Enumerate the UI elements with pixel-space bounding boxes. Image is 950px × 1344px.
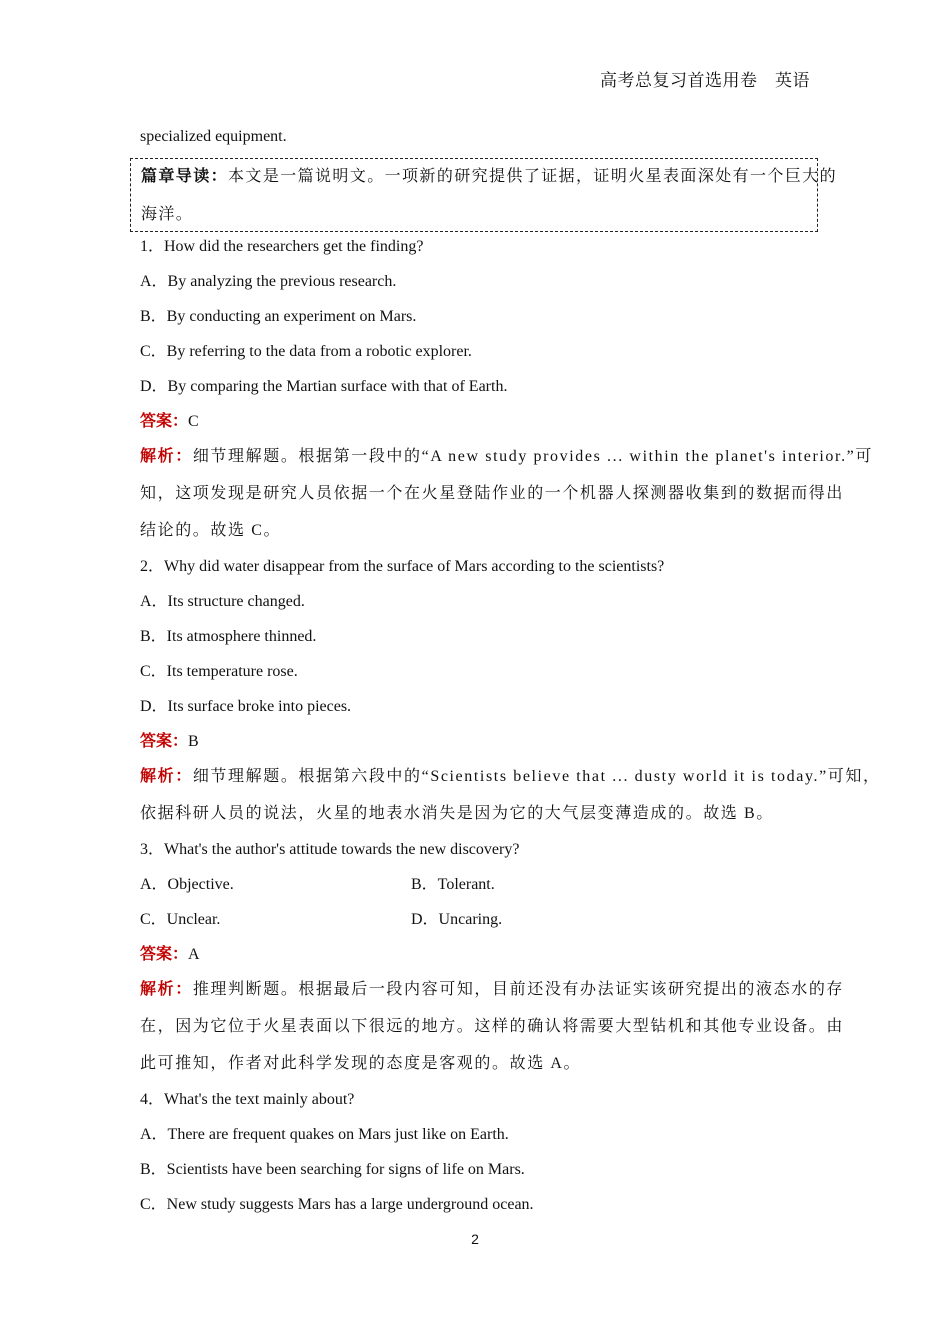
- q1-question: 1．How did the researchers get the finding?: [140, 238, 424, 255]
- answer-label: 答案：: [140, 413, 189, 430]
- q3-question: 3．What's the author's attitude towards the new discovery?: [140, 841, 520, 858]
- q2-answer: [140, 732, 199, 752]
- q3-analysis-line-1: [140, 980, 844, 1000]
- q4-option-c: C．New study suggests Mars has a large underground ocean.: [140, 1196, 534, 1213]
- q3-analysis-line-2: 在，因为它位于火星表面以下很远的地方。这样的确认将需要大型钻机和其他专业设备。由: [140, 1018, 845, 1035]
- q4-option-b: B．Scientists have been searching for signs of life on Mars.: [140, 1161, 525, 1178]
- q1-analysis-line-1: [140, 447, 873, 467]
- q2-option-b: B．Its atmosphere thinned.: [140, 628, 317, 645]
- q3-option-a: A．Objective.: [140, 876, 234, 893]
- q2-analysis-line-2: 依据科研人员的说法，火星的地表水消失是因为它的大气层变薄造成的。故选 B。: [140, 805, 774, 822]
- analysis-label: 解析：: [140, 768, 193, 785]
- q1-option-d: D．By comparing the Martian surface with that of Earth.: [140, 378, 508, 395]
- analysis-text: 推理判断题。根据最后一段内容可知，目前还没有办法证实该研究提出的液态水的存: [192, 981, 845, 998]
- q3-option-d: D．Uncaring.: [411, 911, 503, 928]
- q2-analysis-line-1: [140, 767, 881, 787]
- page-header: 高考总复习首选用卷 英语: [600, 71, 810, 90]
- q3-option-c: C．Unclear.: [140, 911, 221, 928]
- q4-option-a: A．There are frequent quakes on Mars just like on Earth.: [140, 1126, 509, 1143]
- q4-question: 4．What's the text mainly about?: [140, 1091, 355, 1108]
- analysis-text: 细节理解题。根据第六段中的“Scientists believe that ... dusty world it is today.”可知，: [192, 768, 881, 785]
- intro-line: specialized equipment.: [140, 128, 287, 145]
- q1-analysis-line-2: 知，这项发现是研究人员依据一个在火星登陆作业的一个机器人探测器收集到的数据而得出: [140, 485, 845, 502]
- analysis-label: 解析：: [140, 448, 193, 465]
- analysis-label: 解析：: [140, 981, 193, 998]
- answer-value: C: [188, 413, 199, 430]
- answer-label: 答案：: [140, 733, 189, 750]
- q1-option-b: B．By conducting an experiment on Mars.: [140, 308, 417, 325]
- guide-label: 篇章导读：: [141, 168, 229, 185]
- q1-answer: [140, 412, 199, 432]
- answer-value: A: [188, 946, 200, 963]
- guide-text-1: 本文是一篇说明文。一项新的研究提供了证据，证明火星表面深处有一个巨大的: [228, 168, 838, 185]
- guide-line-2: 海洋。: [141, 206, 194, 223]
- page-number: 2: [471, 1231, 479, 1247]
- chapter-guide-box: [130, 158, 838, 232]
- q3-analysis-line-3: 此可推知，作者对此科学发现的态度是客观的。故选 A。: [140, 1055, 582, 1072]
- analysis-text: 细节理解题。根据第一段中的“A new study provides ... within the planet's interior.”可: [192, 448, 873, 465]
- q2-question: 2．Why did water disappear from the surface of Mars according to the scientists?: [140, 558, 665, 575]
- q2-option-d: D．Its surface broke into pieces.: [140, 698, 352, 715]
- q1-analysis-line-3: 结论的。故选 C。: [140, 522, 282, 539]
- answer-value: B: [188, 733, 199, 750]
- q2-option-c: C．Its temperature rose.: [140, 663, 298, 680]
- q2-option-a: A．Its structure changed.: [140, 593, 305, 610]
- answer-label: 答案：: [140, 946, 189, 963]
- q3-option-b: B．Tolerant.: [411, 876, 495, 893]
- q1-option-a: A．By analyzing the previous research.: [140, 273, 397, 290]
- q3-answer: [140, 945, 200, 965]
- guide-line-1: [141, 163, 837, 186]
- q1-option-c: C．By referring to the data from a robotic explorer.: [140, 343, 472, 360]
